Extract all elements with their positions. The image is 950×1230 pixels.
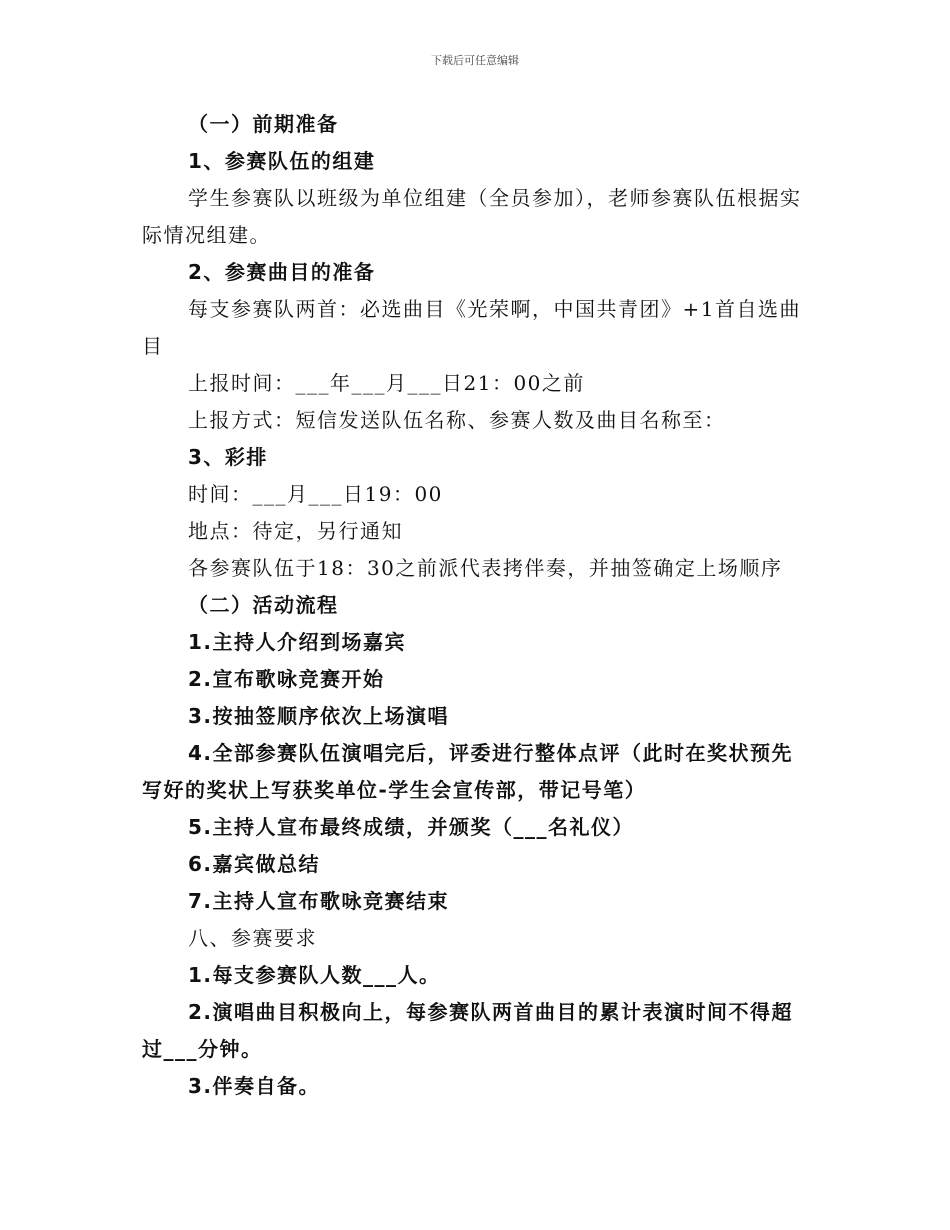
process-step-5: 5.主持人宣布最终成绩，并颁奖（___名礼仪） bbox=[188, 815, 635, 839]
paragraph-team-formation: 学生参赛队以班级为单位组建（全员参加），老师参赛队伍根据实际情况组建。 bbox=[142, 186, 802, 247]
process-step-3: 3.按抽签顺序依次上场演唱 bbox=[188, 704, 450, 728]
process-step-1: 1.主持人介绍到场嘉宾 bbox=[188, 630, 407, 654]
process-step-7: 7.主持人宣布歌咏竞赛结束 bbox=[188, 889, 450, 913]
paragraph-song-requirement: 每支参赛队两首：必选曲目《光荣啊，中国共青团》+1首自选曲目 bbox=[142, 297, 801, 358]
paragraph-report-time: 上报时间：___年___月___日21：00之前 bbox=[188, 371, 585, 395]
header-note: 下载后可任意编辑 bbox=[431, 54, 519, 67]
subheading-team-formation: 1、参赛队伍的组建 bbox=[188, 149, 376, 173]
subheading-rehearsal: 3、彩排 bbox=[188, 445, 268, 469]
subheading-song-preparation: 2、参赛曲目的准备 bbox=[188, 260, 376, 284]
document-body bbox=[142, 106, 810, 1105]
requirement-3: 3.伴奏自备。 bbox=[188, 1074, 321, 1098]
paragraph-rehearsal-location: 地点：待定，另行通知 bbox=[188, 519, 403, 543]
section-heading-process: （二）活动流程 bbox=[188, 593, 339, 617]
paragraph-rehearsal-note: 各参赛队伍于18：30之前派代表拷伴奏，并抽签确定上场顺序 bbox=[188, 556, 783, 580]
paragraph-rehearsal-time: 时间：___月___日19：00 bbox=[188, 482, 443, 506]
paragraph-report-method: 上报方式：短信发送队伍名称、参赛人数及曲目名称至： bbox=[188, 408, 726, 432]
section-heading-requirements: 八、参赛要求 bbox=[188, 926, 317, 950]
process-step-6: 6.嘉宾做总结 bbox=[188, 852, 321, 876]
process-step-2: 2.宣布歌咏竞赛开始 bbox=[188, 667, 385, 691]
process-step-4: 4.全部参赛队伍演唱完后，评委进行整体点评（此时在奖状预先写好的奖状上写获奖单位-学生会宣传部，带记号笔） bbox=[142, 741, 794, 802]
requirement-1: 1.每支参赛队人数___人。 bbox=[188, 963, 441, 987]
requirement-2: 2.演唱曲目积极向上，每参赛队两首曲目的累计表演时间不得超过___分钟。 bbox=[142, 1000, 794, 1061]
section-heading-preparation: （一）前期准备 bbox=[188, 112, 339, 136]
